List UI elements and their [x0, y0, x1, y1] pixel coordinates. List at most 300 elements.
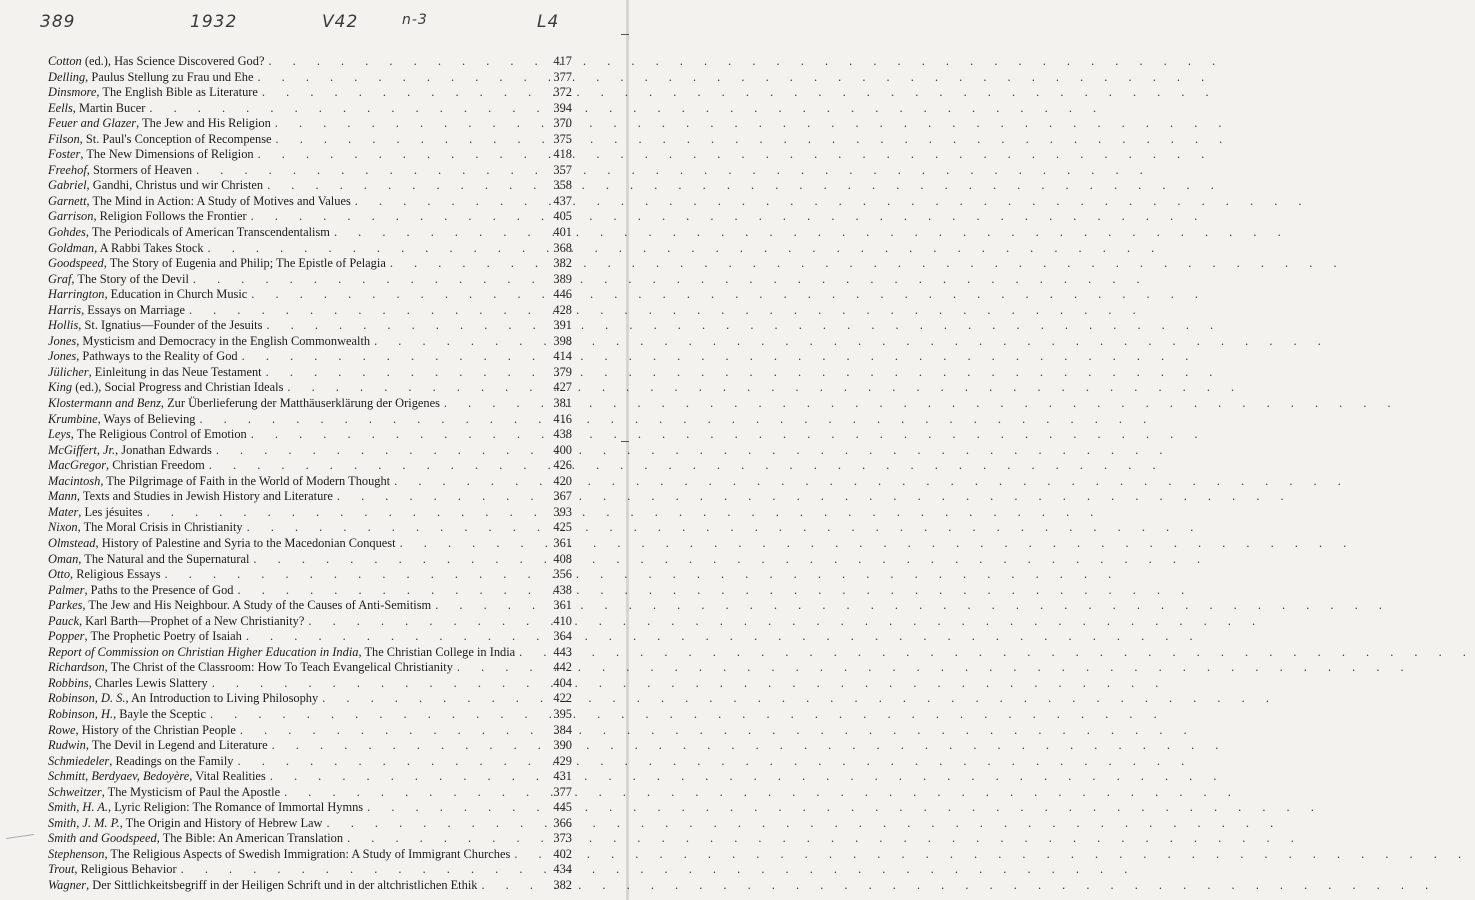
- entry-text: [48, 800, 363, 816]
- index-entry: [48, 85, 572, 101]
- entry-page-number: 364: [553, 629, 572, 644]
- entry-page-number: 372: [553, 85, 572, 100]
- dot-leader: [189, 272, 546, 288]
- entry-author: Harris: [48, 302, 82, 317]
- dot-leader: [247, 287, 546, 303]
- index-entry: [48, 552, 572, 568]
- annotation-volume: V42: [322, 12, 359, 32]
- entry-title: , The Religious Aspects of Swedish Immigration: A Study of Immigrant Churches: [104, 846, 511, 861]
- annotation-issue: n-3: [402, 12, 428, 28]
- entry-text: [48, 147, 254, 163]
- entry-page-number: 382: [553, 877, 572, 892]
- entry-text: [48, 707, 206, 723]
- margin-tick: [621, 441, 629, 442]
- entry-title: , History of Palestine and Syria to the Macedonian Conquest: [95, 535, 396, 550]
- entry-page-number: 356: [553, 567, 572, 582]
- entry-author: Robinson, D. S.: [48, 691, 126, 706]
- entry-page-number: 368: [553, 240, 572, 255]
- entry-title: , Jonathan Edwards: [115, 442, 212, 457]
- entry-author: Rowe: [48, 722, 76, 737]
- entry-author: MacGregor: [48, 458, 107, 473]
- dot-leader: [247, 209, 546, 225]
- entry-text: [48, 54, 264, 70]
- entry-title: , Lyric Religion: The Romance of Immortal Hymns: [108, 800, 364, 815]
- entry-page-number: 361: [553, 598, 572, 613]
- entry-text: [48, 272, 189, 288]
- entry-author: Dinsmore: [48, 85, 97, 100]
- entry-text: [48, 303, 185, 319]
- entry-title: , The Christ of the Classroom: How To Teach Evangelical Christianity: [104, 660, 453, 675]
- entry-title: , Religion Follows the Frontier: [93, 209, 247, 224]
- entry-page-number: 373: [553, 831, 572, 846]
- entry-text: [48, 163, 192, 179]
- entry-title: , The Mysticism of Paul the Apostle: [101, 784, 281, 799]
- entry-page-number: 395: [553, 706, 572, 721]
- entry-text: [48, 816, 323, 832]
- entry-text: [48, 474, 390, 490]
- entry-page-number: 375: [553, 131, 572, 146]
- entry-title: , St. Ignatius—Founder of the Jesuits: [78, 318, 263, 333]
- entry-author: Foster: [48, 147, 81, 162]
- dot-leader: [208, 676, 546, 692]
- index-entry: [48, 209, 572, 225]
- annotation-code: L4: [537, 12, 560, 32]
- entry-author: Jones: [48, 349, 77, 364]
- entry-title: , Gandhi, Christus und wir Christen: [86, 178, 264, 193]
- entry-page-number: 431: [553, 769, 572, 784]
- book-review-index: [48, 54, 572, 894]
- dot-leader: [363, 800, 546, 816]
- dot-leader: [330, 225, 546, 241]
- dot-leader: [145, 101, 546, 117]
- entry-author: Robinson, H.: [48, 706, 114, 721]
- entry-title: , The Pilgrimage of Faith in the World of Modern Thought: [100, 473, 391, 488]
- entry-author: Palmer: [48, 582, 85, 597]
- entry-author: Smith and Goodspeed: [48, 831, 157, 846]
- entry-page-number: 426: [553, 458, 572, 473]
- index-entry: [48, 287, 572, 303]
- entry-author: Mater: [48, 504, 79, 519]
- dot-leader: [262, 365, 546, 381]
- entry-title: (ed.), Has Science Discovered God?: [81, 54, 265, 68]
- index-entry: [48, 396, 572, 412]
- entry-page-number: 370: [553, 116, 572, 131]
- entry-page-number: 377: [553, 784, 572, 799]
- entry-title: (ed.), Social Progress and Christian Ideals: [72, 380, 284, 395]
- entry-text: [48, 427, 247, 443]
- entry-author: Feuer and Glazer: [48, 116, 137, 131]
- index-entry: [48, 691, 572, 707]
- entry-author: Rudwin: [48, 738, 86, 753]
- entry-page-number: 389: [553, 271, 572, 286]
- entry-page-number: 434: [553, 862, 572, 877]
- entry-title: , Stormers of Heaven: [86, 162, 193, 177]
- entry-title: , The Jew and His Religion: [136, 116, 271, 131]
- dot-leader: [283, 380, 546, 396]
- entry-page-number: 417: [553, 54, 572, 68]
- index-entry: [48, 567, 572, 583]
- entry-text: [48, 878, 477, 894]
- entry-text: [48, 365, 262, 381]
- index-entry: [48, 831, 572, 847]
- index-entry: [48, 660, 572, 676]
- entry-text: [48, 380, 283, 396]
- index-entry: [48, 785, 572, 801]
- dot-leader: [234, 583, 547, 599]
- dot-leader: [254, 147, 546, 163]
- index-entry: [48, 489, 572, 505]
- dot-leader: [370, 334, 546, 350]
- entry-author: Eells: [48, 100, 73, 115]
- entry-title: , The Mind in Action: A Study of Motives and Values: [86, 193, 351, 208]
- entry-text: [48, 583, 234, 599]
- entry-page-number: 400: [553, 442, 572, 457]
- entry-author: Oman: [48, 551, 79, 566]
- entry-author: Garrison: [48, 209, 94, 224]
- entry-page-number: 425: [553, 520, 572, 535]
- entry-page-number: 446: [553, 287, 572, 302]
- dot-leader: [351, 194, 546, 210]
- index-entry: [48, 816, 572, 832]
- entry-text: [48, 629, 242, 645]
- entry-author: Wagner: [48, 877, 87, 892]
- entry-author: Parkes: [48, 598, 83, 613]
- index-entry: [48, 380, 572, 396]
- entry-title: , Karl Barth—Prophet of a New Christianity?: [78, 613, 305, 628]
- entry-title: , The Moral Crisis in Christianity: [77, 520, 243, 535]
- entry-text: [48, 769, 266, 785]
- entry-author: Klostermann and Benz: [48, 396, 161, 411]
- entry-page-number: 358: [553, 178, 572, 193]
- index-entry: [48, 116, 572, 132]
- dot-leader: [236, 723, 546, 739]
- index-entry: [48, 318, 572, 334]
- dot-leader: [477, 878, 546, 894]
- dot-leader: [304, 614, 546, 630]
- entry-author: Pauck: [48, 613, 79, 628]
- entry-title: , The Christian College in India: [358, 644, 516, 659]
- entry-author: Schmitt, Berdyaev, Bedoyère: [48, 769, 190, 784]
- entry-page-number: 442: [553, 660, 572, 675]
- index-entry: [48, 862, 572, 878]
- entry-title: , Education in Church Music: [104, 287, 248, 302]
- entry-text: [48, 209, 247, 225]
- dot-leader: [333, 489, 546, 505]
- entry-author: Cotton: [48, 54, 82, 68]
- entry-page-number: 414: [553, 349, 572, 364]
- entry-page-number: 408: [553, 551, 572, 566]
- dot-leader: [161, 567, 546, 583]
- entry-author: Report of Commission on Christian Higher Education in India: [48, 644, 359, 659]
- entry-text: [48, 116, 271, 132]
- entry-title: , The Story of Eugenia and Philip; The Epistle of Pelagia: [103, 256, 386, 271]
- dot-leader: [268, 738, 546, 754]
- entry-text: [48, 862, 177, 878]
- dot-leader: [264, 54, 546, 70]
- entry-page-number: 402: [553, 846, 572, 861]
- entry-author: Hollis: [48, 318, 79, 333]
- entry-author: Delling: [48, 69, 86, 84]
- entry-text: [48, 85, 258, 101]
- entry-text: [48, 754, 234, 770]
- entry-title: , The Religious Control of Emotion: [70, 427, 247, 442]
- entry-title: , Einleitung in das Neue Testament: [88, 364, 262, 379]
- entry-author: Otto: [48, 567, 71, 582]
- index-entry: [48, 427, 572, 443]
- index-entry: [48, 598, 572, 614]
- entry-author: Freehof: [48, 162, 87, 177]
- entry-page-number: 398: [553, 333, 572, 348]
- entry-text: [48, 489, 333, 505]
- index-entry: [48, 800, 572, 816]
- entry-title: , Paulus Stellung zu Frau und Ehe: [85, 69, 254, 84]
- dot-leader: [192, 163, 546, 179]
- entry-page-number: 381: [553, 396, 572, 411]
- entry-page-number: 384: [553, 722, 572, 737]
- dot-leader: [515, 645, 546, 661]
- index-entry: [48, 178, 572, 194]
- entry-author: Goldman: [48, 240, 95, 255]
- dot-leader: [212, 443, 546, 459]
- dot-leader: [343, 831, 546, 847]
- entry-page-number: 438: [553, 582, 572, 597]
- entry-title: , A Rabbi Takes Stock: [94, 240, 204, 255]
- entry-author: Stephenson: [48, 846, 105, 861]
- index-entry: [48, 443, 572, 459]
- entry-author: Robbins: [48, 675, 89, 690]
- entry-title: , Zur Überlieferung der Matthäuserklärung der Origenes: [160, 396, 440, 411]
- dot-leader: [247, 427, 546, 443]
- entry-text: [48, 831, 343, 847]
- index-entry: [48, 645, 572, 661]
- entry-text: [48, 552, 249, 568]
- dot-leader: [204, 241, 546, 257]
- entry-page-number: 390: [553, 738, 572, 753]
- entry-title: , St. Paul's Conception of Recompense: [79, 131, 272, 146]
- index-entry: [48, 163, 572, 179]
- entry-title: , Religious Essays: [70, 567, 161, 582]
- entry-text: [48, 225, 330, 241]
- entry-text: [48, 723, 236, 739]
- index-entry: [48, 520, 572, 536]
- index-entry: [48, 583, 572, 599]
- entry-author: Graf: [48, 271, 72, 286]
- entry-author: Smith, J. M. P.: [48, 815, 120, 830]
- entry-author: Nixon: [48, 520, 78, 535]
- entry-text: [48, 241, 204, 257]
- entry-text: [48, 318, 262, 334]
- entry-title: , Les jésuites: [78, 504, 143, 519]
- entry-title: , Essays on Marriage: [81, 302, 185, 317]
- dot-leader: [206, 707, 546, 723]
- entry-page-number: 394: [553, 100, 572, 115]
- entry-author: McGiffert, Jr.: [48, 442, 116, 457]
- dot-leader: [263, 178, 546, 194]
- entry-title: , The Prophetic Poetry of Isaiah: [84, 629, 242, 644]
- entry-page-number: 379: [553, 364, 572, 379]
- dot-leader: [390, 474, 546, 490]
- entry-author: Smith, H. A.: [48, 800, 109, 815]
- dot-leader: [234, 754, 547, 770]
- entry-text: [48, 349, 238, 365]
- entry-author: Macintosh: [48, 473, 101, 488]
- entry-page-number: 427: [553, 380, 572, 395]
- index-entry: [48, 676, 572, 692]
- entry-author: Harrington: [48, 287, 105, 302]
- dot-leader: [253, 70, 546, 86]
- entry-page-number: 361: [553, 535, 572, 550]
- entry-text: [48, 458, 205, 474]
- entry-text: [48, 738, 268, 754]
- entry-title: , Readings on the Family: [109, 753, 234, 768]
- entry-text: [48, 520, 243, 536]
- entry-text: [48, 785, 280, 801]
- entry-author: Jülicher: [48, 364, 89, 379]
- entry-title: , Charles Lewis Slattery: [88, 675, 208, 690]
- entry-text: [48, 396, 440, 412]
- index-entry: [48, 458, 572, 474]
- index-entry: [48, 147, 572, 163]
- dot-leader: [386, 256, 546, 272]
- entry-page-number: 428: [553, 302, 572, 317]
- entry-author: Gohdes: [48, 225, 86, 240]
- dot-leader: [143, 505, 546, 521]
- index-entry: [48, 334, 572, 350]
- index-entry: [48, 754, 572, 770]
- pencil-mark: [6, 834, 34, 839]
- entry-title: , The Periodicals of American Transcendentalism: [85, 225, 330, 240]
- dot-leader: [205, 458, 546, 474]
- entry-text: [48, 614, 304, 630]
- entry-text: [48, 847, 510, 863]
- entry-page-number: 357: [553, 162, 572, 177]
- dot-leader: [318, 691, 546, 707]
- entry-title: , The Natural and the Supernatural: [78, 551, 250, 566]
- entry-title: , Religious Behavior: [74, 862, 177, 877]
- entry-page-number: 420: [553, 473, 572, 488]
- dot-leader: [258, 85, 546, 101]
- entry-page-number: 416: [553, 411, 572, 426]
- dot-leader: [243, 520, 546, 536]
- entry-text: [48, 178, 263, 194]
- entry-text: [48, 70, 253, 86]
- entry-page-number: 405: [553, 209, 572, 224]
- entry-author: Mann: [48, 489, 77, 504]
- entry-author: Richardson: [48, 660, 105, 675]
- entry-page-number: 443: [553, 644, 572, 659]
- entry-title: , An Introduction to Living Philosophy: [125, 691, 319, 706]
- index-entry: [48, 70, 572, 86]
- dot-leader: [266, 769, 546, 785]
- entry-text: [48, 567, 161, 583]
- index-entry: [48, 629, 572, 645]
- entry-title: , The Story of the Devil: [71, 271, 189, 286]
- entry-text: [48, 505, 143, 521]
- entry-author: Popper: [48, 629, 85, 644]
- entry-title: , The Devil in Legend and Literature: [85, 738, 268, 753]
- entry-author: Olmstead: [48, 535, 96, 550]
- dot-leader: [271, 116, 546, 132]
- entry-title: , Mysticism and Democracy in the English Commonwealth: [76, 333, 371, 348]
- index-entry: [48, 256, 572, 272]
- entry-page-number: 391: [553, 318, 572, 333]
- entry-title: , Vital Realities: [189, 769, 266, 784]
- entry-page-number: 366: [553, 815, 572, 830]
- entry-page-number: 404: [553, 675, 572, 690]
- dot-leader: [249, 552, 546, 568]
- index-entry: [48, 505, 572, 521]
- entry-text: [48, 256, 386, 272]
- entry-text: [48, 194, 351, 210]
- index-entry: [48, 54, 572, 70]
- dot-leader: [272, 132, 546, 148]
- entry-page-number: 393: [553, 504, 572, 519]
- index-entry: [48, 365, 572, 381]
- index-entry: [48, 241, 572, 257]
- dot-leader: [238, 349, 546, 365]
- entry-title: , History of the Christian People: [75, 722, 236, 737]
- entry-title: , Texts and Studies in Jewish History and Literature: [76, 489, 333, 504]
- dot-leader: [195, 412, 546, 428]
- dot-leader: [185, 303, 546, 319]
- entry-author: Schweitzer: [48, 784, 102, 799]
- entry-page-number: 377: [553, 69, 572, 84]
- entry-page-number: 438: [553, 427, 572, 442]
- dot-leader: [242, 629, 546, 645]
- entry-title: , The Jew and His Neighbour. A Study of the Causes of Anti-Semitism: [82, 598, 432, 613]
- entry-author: Filson: [48, 131, 80, 146]
- entry-page-number: 382: [553, 256, 572, 271]
- entry-title: , The Bible: An American Translation: [156, 831, 344, 846]
- entry-text: [48, 443, 212, 459]
- entry-text: [48, 536, 396, 552]
- index-entry: [48, 194, 572, 210]
- entry-title: , Ways of Believing: [97, 411, 196, 426]
- index-entry: [48, 723, 572, 739]
- entry-page-number: 437: [553, 193, 572, 208]
- entry-text: [48, 101, 145, 117]
- dot-leader: [323, 816, 547, 832]
- dot-leader: [177, 862, 546, 878]
- entry-author: Trout: [48, 862, 75, 877]
- index-entry: [48, 878, 572, 894]
- entry-title: , Paths to the Presence of God: [84, 582, 234, 597]
- entry-text: [48, 660, 453, 676]
- entry-page-number: 401: [553, 225, 572, 240]
- entry-author: Goodspeed: [48, 256, 104, 271]
- entry-page-number: 367: [553, 489, 572, 504]
- index-entry: [48, 412, 572, 428]
- entry-title: , The New Dimensions of Religion: [80, 147, 254, 162]
- entry-text: [48, 598, 431, 614]
- entry-author: Leys: [48, 427, 71, 442]
- entry-title: , Bayle the Sceptic: [113, 706, 206, 721]
- entry-text: [48, 645, 515, 661]
- dot-leader: [396, 536, 546, 552]
- entry-author: King: [48, 380, 73, 395]
- index-entry: [48, 474, 572, 490]
- dot-leader: [453, 660, 546, 676]
- entry-title: , Pathways to the Reality of God: [76, 349, 238, 364]
- annotation-year: 1932: [190, 12, 238, 32]
- entry-text: [48, 412, 195, 428]
- entry-text: [48, 287, 247, 303]
- entry-title: , Der Sittlichkeitsbegriff in der Heiligen Schrift und in der altchristlichen Ethik: [86, 877, 478, 892]
- entry-text: [48, 691, 318, 707]
- entry-page-number: 410: [553, 613, 572, 628]
- dot-leader: [280, 785, 546, 801]
- entry-author: Jones: [48, 333, 77, 348]
